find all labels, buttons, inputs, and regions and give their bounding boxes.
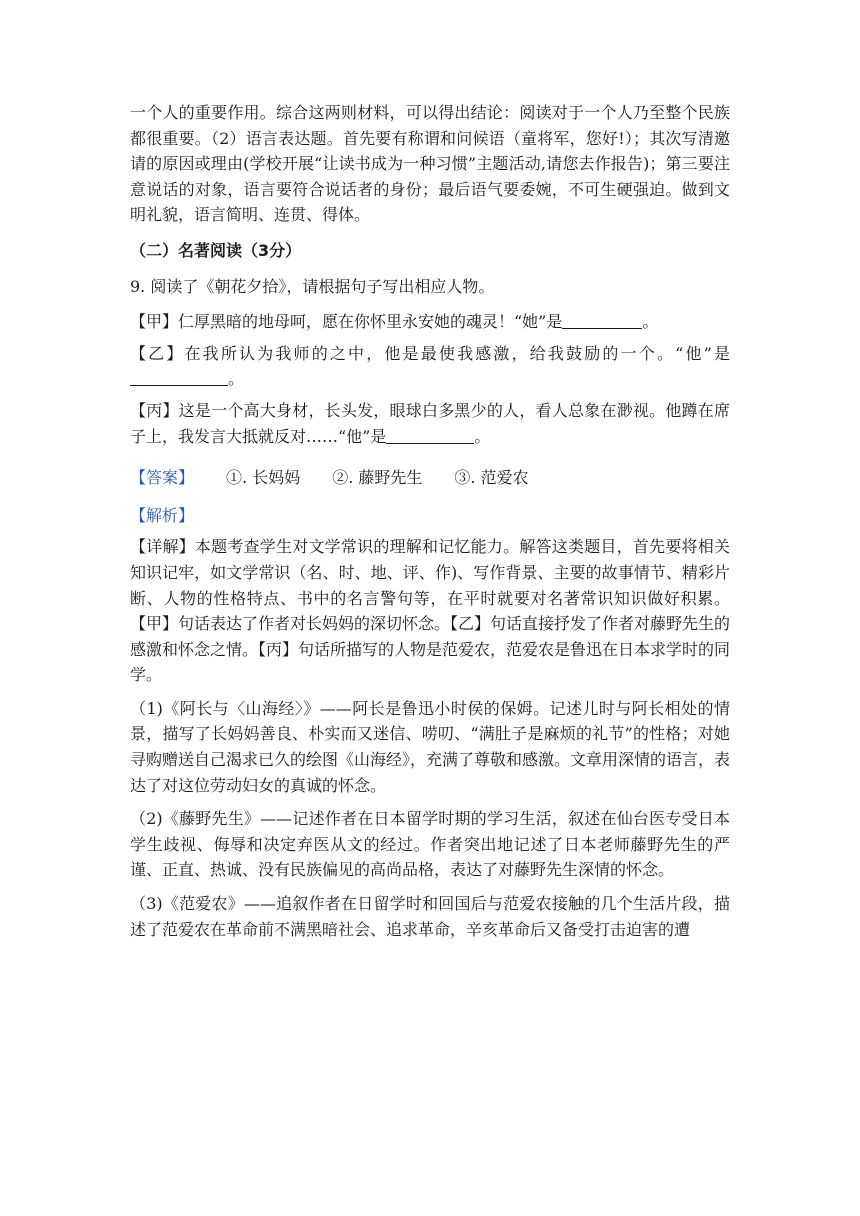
answer-item-1: ①. 长妈妈: [226, 468, 301, 488]
question-yi: [130, 341, 730, 392]
analysis-label: 【解析】: [130, 505, 195, 525]
question-jia-text: 【甲】仁厚黑暗的地母呵，愿在你怀里永安她的魂灵！“她”是: [130, 312, 563, 332]
analysis-detail: 【详解】本题考查学生对文学常识的理解和记忆能力。解答这类题目，首先要将相关知识记牢，如文学常识（名、时、地、评、作)、写作背景、主要的故事情节、精彩片断、人物的性格特点、书中的名言警句等，在平时就要对名著常识知识做好积累。【甲】句话表达了作者对长妈妈的深切怀念。【乙】句话直接抒发了作者对藤野先生的感激和怀念之情。【丙】句话所描写的人物是范爱农，范爱农是鲁迅在日本求学时的同学。: [130, 537, 731, 685]
question-jia: [130, 309, 730, 335]
answer-line: [130, 465, 730, 491]
question-yi-text: 【乙】在我所认为我师的之中，他是最使我感激，给我鼓励的一个。“他”是: [130, 343, 730, 363]
answer-label: 【答案】: [130, 468, 195, 488]
section-title: （二）名著阅读（3分）: [130, 240, 302, 260]
question-bing-text: 【丙】这是一个高大身材，长头发，眼球白多黑少的人，看人总象在渺视。他蹲在席子上，我发言大抵就反对……“他”是: [130, 400, 730, 446]
answer-blank-2: [130, 369, 228, 386]
analysis-item-2: （2)《藤野先生》——记述作者在日本留学时期的学习生活，叙述在仙台医专受日本学生歧视、侮辱和决定弃医从文的经过。作者突出地记述了日本老师藤野先生的严谨、正直、热诚、没有民族偏见的高尚品格，表达了对藤野先生深情的怀念。: [130, 809, 730, 880]
analysis-item-1: （1)《阿长与〈山海经〉》——阿长是鲁迅小时侯的保姆。记述儿时与阿长相处的情景，描写了长妈妈善良、朴实而又迷信、唠叨、“满肚子是麻烦的礼节”的性格；对她寻购赠送自己渴求已久的绘图《山海经》，充满了尊敬和感激。文章用深情的语言，表达了对这位劳动妇女的真诚的怀念。: [130, 698, 731, 795]
question-stem: 9. 阅读了《朝花夕拾》，请根据句子写出相应人物。: [130, 276, 495, 296]
question-bing-end: 。: [474, 426, 491, 446]
answer-item-3: ③. 范爱农: [454, 468, 529, 488]
document-content: [130, 100, 730, 942]
answer-blank-3: [386, 427, 474, 444]
analysis-item-3: （3)《范爱农》——追叙作者在日留学时和回国后与范爱农接触的几个生活片段，描述了范爱农在革命前不满黑暗社会、追求革命，辛亥革命后又备受打击迫害的遭: [130, 894, 730, 939]
question-yi-end: 。: [228, 369, 245, 389]
answer-item-2: ②. 藤野先生: [332, 468, 423, 488]
question-bing: [130, 398, 730, 449]
answer-blank-1: [562, 312, 642, 329]
question-jia-end: 。: [642, 312, 659, 332]
intro-paragraph: 一个人的重要作用。综合这两则材料，可以得出结论：阅读对于一个人乃至整个民族都很重要。（2）语言表达题。首先要有称谓和问候语（童将军，您好!）；其次写清邀请的原因或理由(学校开展“让读书成为一种习惯”主题活动,请您去作报告)；第三要注意说话的对象，语言要符合说话者的身份；最后语气要委婉，不可生硬强迫。做到文明礼貌，语言简明、连贯、得体。: [130, 103, 730, 225]
